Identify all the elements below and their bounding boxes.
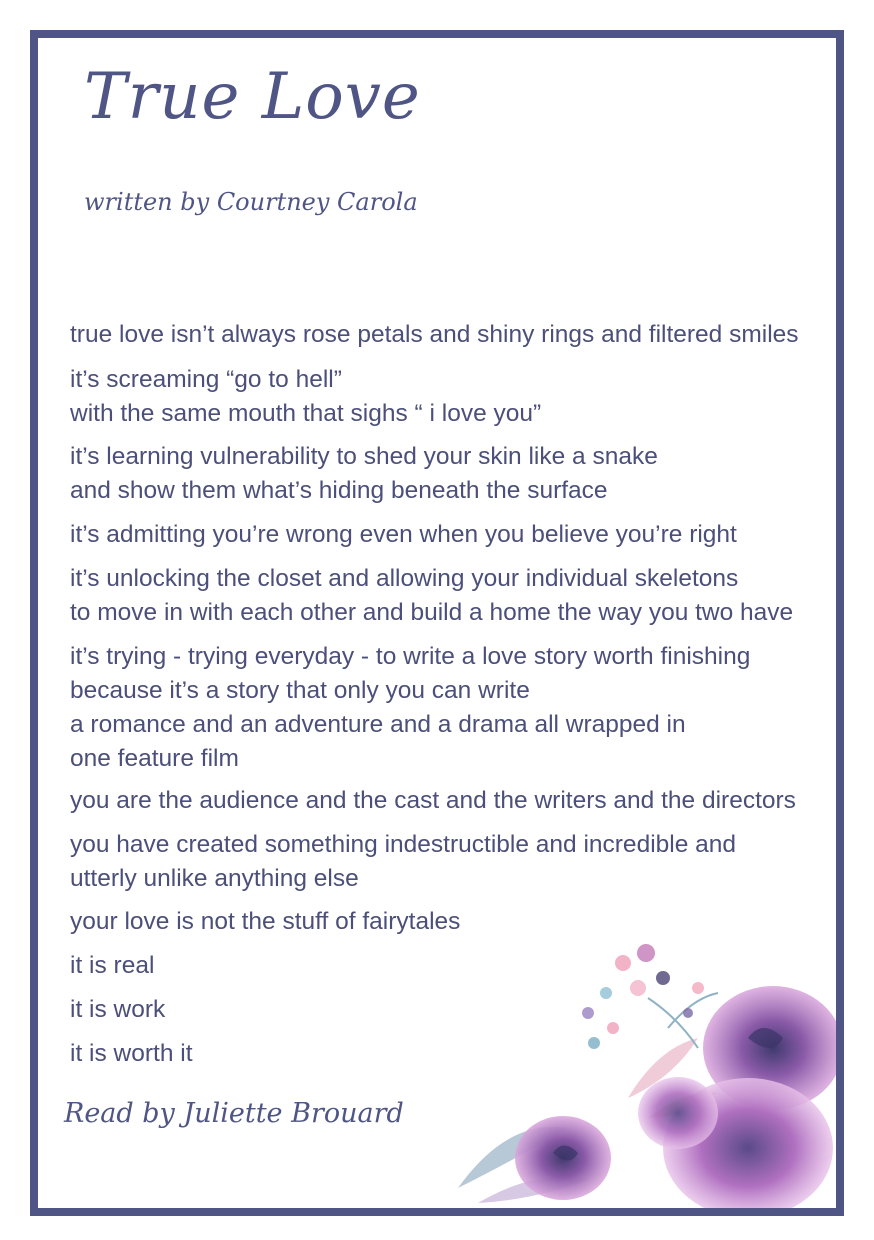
poem-line: it is real [70,952,155,979]
poem-line: it is work [70,996,166,1023]
poem-line: it’s learning vulnerability to shed your skin like a snake [70,443,658,470]
poem-line: one feature film [70,745,239,772]
stanza-7 [70,784,796,818]
poem-line: because it’s a story that only you can write [70,677,530,704]
stanza-12 [70,1037,193,1071]
stanza-3 [70,440,658,508]
poem-card [30,30,844,1216]
author-byline: written by Courtney Carola [84,188,418,216]
poem-line: you have created something indestructible and incredible and [70,831,737,858]
poem-line: it’s trying - trying everyday - to write a love story worth finishing [70,643,751,670]
poem-line: utterly unlike anything else [70,865,359,892]
poem-line: you are the audience and the cast and the writers and the directors [70,787,796,814]
stanza-6 [70,640,750,776]
stanza-5 [70,562,793,630]
reader-credit: Read by Juliette Brouard [64,1098,404,1129]
stanza-8 [70,828,736,896]
stanza-11 [70,993,165,1027]
stanza-4 [70,518,737,552]
poem-title: True Love [84,60,421,134]
poem-line: it’s admitting you’re wrong even when you believe you’re right [70,521,737,548]
poem-line: with the same mouth that sighs “ i love you” [70,400,542,427]
poem-line: a romance and an adventure and a drama all wrapped in [70,711,686,738]
poem-line: it’s screaming “go to hell” [70,366,342,393]
stanza-2 [70,363,541,431]
poem-line: true love isn’t always rose petals and shiny rings and filtered smiles [70,321,799,348]
stanza-10 [70,949,154,983]
poem-line: it’s unlocking the closet and allowing your individual skeletons [70,565,739,592]
poem-line: and show them what’s hiding beneath the surface [70,477,608,504]
poem-line: your love is not the stuff of fairytales [70,908,461,935]
stanza-1 [70,318,799,352]
poem-line: to move in with each other and build a home the way you two have [70,599,794,626]
stanza-9 [70,905,460,939]
watercolor-roses-illustration [418,918,844,1216]
poem-line: it is worth it [70,1040,193,1067]
